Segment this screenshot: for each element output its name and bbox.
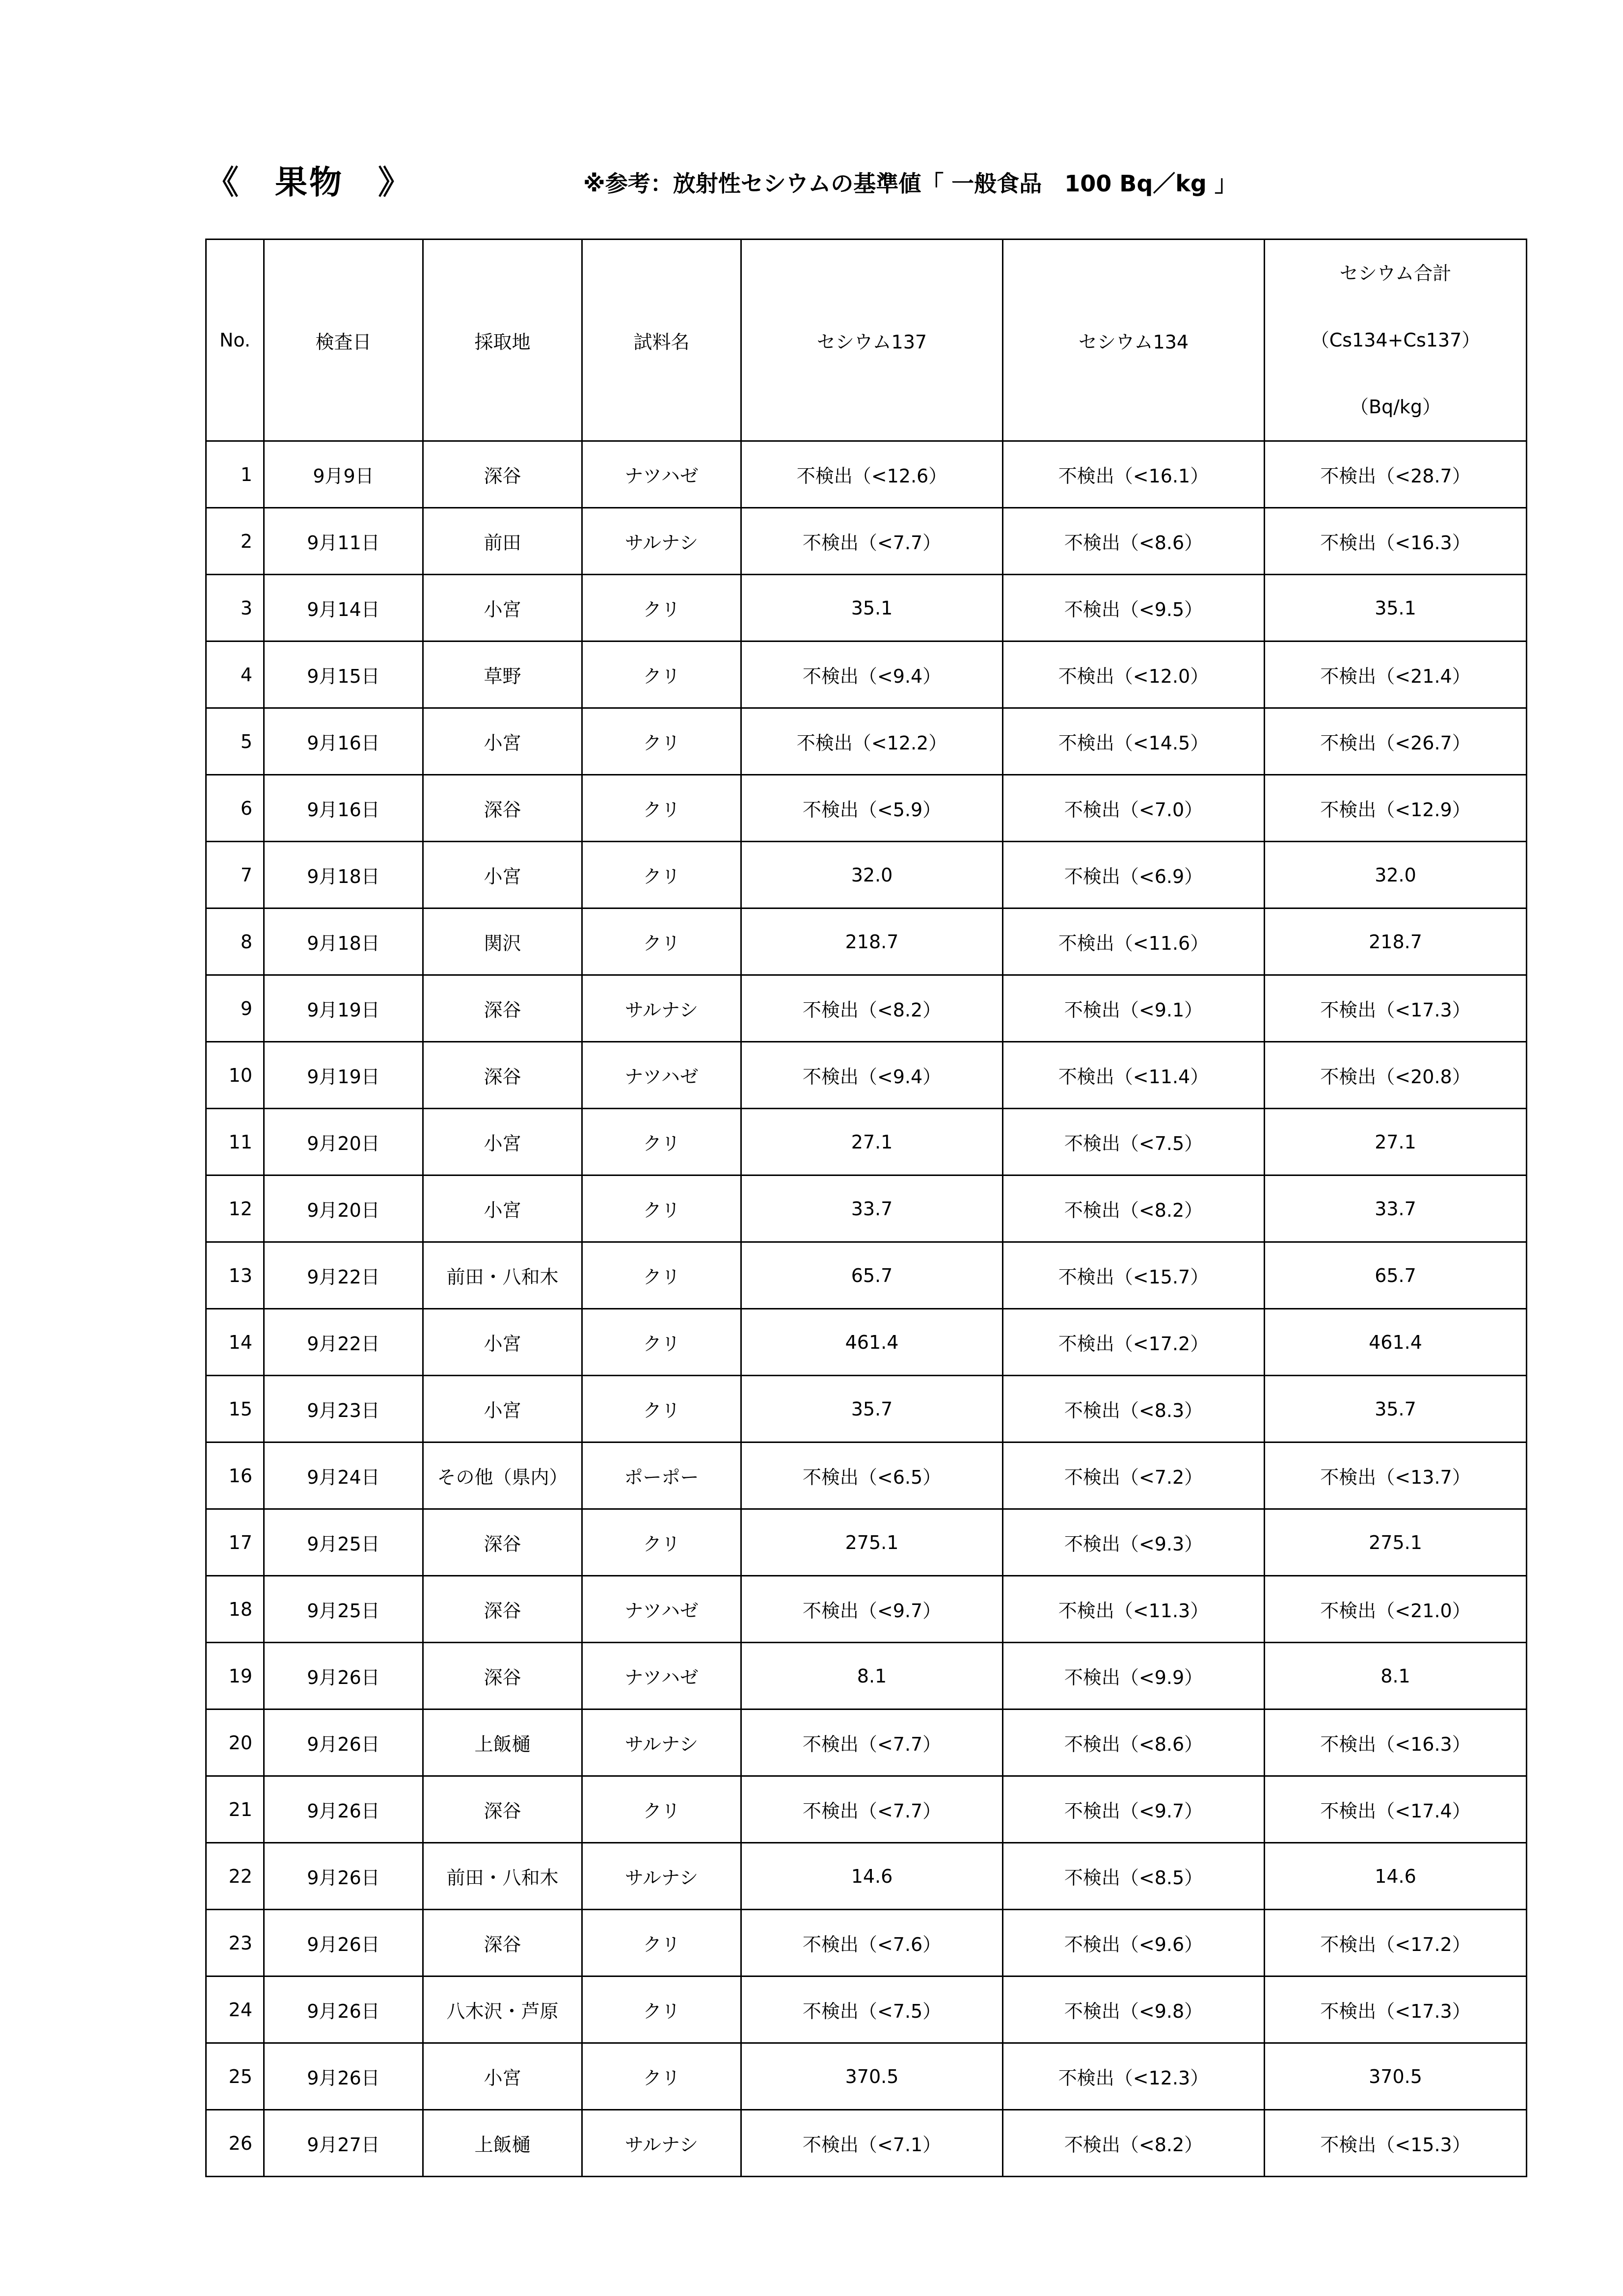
cell-place: 深谷 [423,775,582,842]
cell-cs137: 不検出（<7.7） [741,508,1003,575]
cell-total: 不検出（<28.7） [1265,441,1527,508]
cell-cs137: 不検出（<6.5） [741,1442,1003,1509]
cell-place: 前田・八和木 [423,1843,582,1910]
cell-total: 不検出（<17.3） [1265,1976,1527,2043]
cell-total: 275.1 [1265,1509,1527,1576]
cell-place: 深谷 [423,1576,582,1643]
cell-cs134: 不検出（<8.2） [1003,2110,1265,2177]
cell-place: 深谷 [423,1042,582,1109]
cell-total: 不検出（<26.7） [1265,708,1527,775]
cell-total: 33.7 [1265,1175,1527,1242]
table-row [206,1976,1527,2043]
table-row [206,1643,1527,1709]
cell-cs137: 370.5 [741,2043,1003,2110]
cell-no: 15 [206,1376,264,1442]
cell-sample: クリ [582,1509,741,1576]
cell-place: 八木沢・芦原 [423,1976,582,2043]
cell-no: 22 [206,1843,264,1910]
cell-sample: クリ [582,775,741,842]
cell-cs134: 不検出（<9.3） [1003,1509,1265,1576]
cell-cs137: 不検出（<12.2） [741,708,1003,775]
cell-no: 21 [206,1776,264,1843]
cell-total: 218.7 [1265,908,1527,975]
table-row [206,1843,1527,1910]
cell-cs137: 不検出（<7.6） [741,1910,1003,1976]
cell-cs134: 不検出（<14.5） [1003,708,1265,775]
cell-cs134: 不検出（<11.4） [1003,1042,1265,1109]
cell-cs137: 8.1 [741,1643,1003,1709]
cell-sample: クリ [582,908,741,975]
cell-no: 13 [206,1242,264,1309]
cell-cs134: 不検出（<8.6） [1003,1709,1265,1776]
table-row [206,2110,1527,2177]
table-body [206,441,1527,2177]
cell-cs137: 35.1 [741,575,1003,641]
table-row [206,1442,1527,1509]
cell-sample: ナツハゼ [582,1576,741,1643]
cell-place: 前田 [423,508,582,575]
cell-date: 9月16日 [264,708,423,775]
cell-total: 不検出（<13.7） [1265,1442,1527,1509]
cell-no: 7 [206,842,264,908]
cell-date: 9月18日 [264,842,423,908]
cell-no: 4 [206,641,264,708]
cell-place: 上飯樋 [423,2110,582,2177]
cell-cs137: 65.7 [741,1242,1003,1309]
table-row [206,1509,1527,1576]
cell-place: 小宮 [423,1309,582,1376]
cell-no: 18 [206,1576,264,1643]
cell-sample: クリ [582,575,741,641]
table-row [206,1309,1527,1376]
table-row [206,575,1527,641]
cell-cs134: 不検出（<12.3） [1003,2043,1265,2110]
cell-place: 小宮 [423,2043,582,2110]
cell-cs134: 不検出（<16.1） [1003,441,1265,508]
cell-cs134: 不検出（<15.7） [1003,1242,1265,1309]
cell-cs134: 不検出（<7.5） [1003,1109,1265,1175]
cell-cs134: 不検出（<7.0） [1003,775,1265,842]
table-row [206,975,1527,1042]
cell-cs137: 461.4 [741,1309,1003,1376]
cell-date: 9月14日 [264,575,423,641]
cell-total: 不検出（<21.0） [1265,1576,1527,1643]
cell-total: 不検出（<16.3） [1265,508,1527,575]
table-row [206,508,1527,575]
cell-place: その他（県内） [423,1442,582,1509]
cell-cs134: 不検出（<8.6） [1003,508,1265,575]
cell-sample: クリ [582,1309,741,1376]
cell-cs134: 不検出（<12.0） [1003,641,1265,708]
page-title: 《 果物 》 [206,163,412,201]
table-row [206,1776,1527,1843]
cell-date: 9月18日 [264,908,423,975]
cell-no: 9 [206,975,264,1042]
table-row [206,1709,1527,1776]
cell-date: 9月26日 [264,1643,423,1709]
table-row [206,908,1527,975]
cell-no: 11 [206,1109,264,1175]
table-row [206,441,1527,508]
cell-sample: クリ [582,842,741,908]
cell-sample: クリ [582,2043,741,2110]
cell-date: 9月22日 [264,1309,423,1376]
cell-date: 9月22日 [264,1242,423,1309]
cell-cs134: 不検出（<9.8） [1003,1976,1265,2043]
header-total-unit: （Bq/kg） [1350,396,1441,418]
cell-no: 16 [206,1442,264,1509]
cell-date: 9月26日 [264,1709,423,1776]
header-total-formula: （Cs134+Cs137） [1310,329,1481,351]
cell-cs134: 不検出（<9.9） [1003,1643,1265,1709]
cell-place: 小宮 [423,1109,582,1175]
cell-no: 5 [206,708,264,775]
header-total-label: セシウム合計 [1339,263,1452,284]
cell-cs137: 不検出（<9.4） [741,641,1003,708]
cell-place: 深谷 [423,1910,582,1976]
cell-sample: サルナシ [582,508,741,575]
cell-no: 20 [206,1709,264,1776]
cell-cs137: 不検出（<7.5） [741,1976,1003,2043]
header-place: 採取地 [423,240,582,441]
table-row [206,1175,1527,1242]
header-total [1265,240,1527,441]
cell-total: 32.0 [1265,842,1527,908]
cell-sample: クリ [582,641,741,708]
cell-cs134: 不検出（<8.5） [1003,1843,1265,1910]
cell-no: 12 [206,1175,264,1242]
cell-place: 小宮 [423,1175,582,1242]
cell-no: 6 [206,775,264,842]
header-sample: 試料名 [582,240,741,441]
cell-cs134: 不検出（<6.9） [1003,842,1265,908]
cell-date: 9月24日 [264,1442,423,1509]
cell-cs134: 不検出（<8.3） [1003,1376,1265,1442]
cell-total: 不検出（<12.9） [1265,775,1527,842]
cell-sample: クリ [582,1109,741,1175]
cell-cs137: 不検出（<7.1） [741,2110,1003,2177]
cell-date: 9月19日 [264,975,423,1042]
cell-no: 3 [206,575,264,641]
cell-sample: ポーポー [582,1442,741,1509]
cell-cs134: 不検出（<9.5） [1003,575,1265,641]
cell-total: 不検出（<21.4） [1265,641,1527,708]
cell-no: 26 [206,2110,264,2177]
cell-no: 25 [206,2043,264,2110]
table-row [206,1576,1527,1643]
cell-total: 不検出（<17.3） [1265,975,1527,1042]
header-no: No. [206,240,264,441]
cell-date: 9月26日 [264,2043,423,2110]
cell-cs134: 不検出（<11.3） [1003,1576,1265,1643]
cell-total: 27.1 [1265,1109,1527,1175]
cell-cs137: 14.6 [741,1843,1003,1910]
cell-no: 14 [206,1309,264,1376]
cell-sample: クリ [582,1910,741,1976]
cell-date: 9月11日 [264,508,423,575]
cell-cs137: 不検出（<12.6） [741,441,1003,508]
cell-sample: サルナシ [582,2110,741,2177]
cell-date: 9月27日 [264,2110,423,2177]
cell-cs134: 不検出（<17.2） [1003,1309,1265,1376]
cell-no: 8 [206,908,264,975]
cell-total: 370.5 [1265,2043,1527,2110]
cell-cs137: 不検出（<9.4） [741,1042,1003,1109]
cell-date: 9月9日 [264,441,423,508]
cell-sample: クリ [582,708,741,775]
cell-no: 10 [206,1042,264,1109]
cell-date: 9月26日 [264,1776,423,1843]
cell-no: 1 [206,441,264,508]
reference-note: ※参考：放射性セシウムの基準値「 一般食品 100 Bq／kg 」 [583,170,1237,197]
table-row [206,1242,1527,1309]
cell-sample: クリ [582,1175,741,1242]
cell-date: 9月16日 [264,775,423,842]
results-table [205,239,1527,2177]
cell-date: 9月25日 [264,1576,423,1643]
cell-cs137: 218.7 [741,908,1003,975]
cell-sample: クリ [582,1376,741,1442]
table-row [206,1910,1527,1976]
cell-sample: ナツハゼ [582,441,741,508]
cell-place: 上飯樋 [423,1709,582,1776]
cell-place: 小宮 [423,575,582,641]
cell-cs137: 不検出（<5.9） [741,775,1003,842]
cell-cs137: 不検出（<7.7） [741,1709,1003,1776]
cell-place: 深谷 [423,1776,582,1843]
table-row [206,1109,1527,1175]
cell-cs134: 不検出（<8.2） [1003,1175,1265,1242]
cell-total: 461.4 [1265,1309,1527,1376]
cell-no: 19 [206,1643,264,1709]
cell-sample: サルナシ [582,1843,741,1910]
cell-place: 小宮 [423,842,582,908]
cell-date: 9月23日 [264,1376,423,1442]
cell-cs137: 275.1 [741,1509,1003,1576]
cell-place: 小宮 [423,1376,582,1442]
table-row [206,842,1527,908]
cell-cs137: 不検出（<9.7） [741,1576,1003,1643]
cell-cs137: 不検出（<7.7） [741,1776,1003,1843]
cell-cs137: 35.7 [741,1376,1003,1442]
cell-total: 不検出（<17.2） [1265,1910,1527,1976]
cell-total: 35.7 [1265,1376,1527,1442]
cell-cs137: 33.7 [741,1175,1003,1242]
cell-place: 草野 [423,641,582,708]
cell-cs134: 不検出（<9.7） [1003,1776,1265,1843]
cell-no: 17 [206,1509,264,1576]
cell-total: 不検出（<16.3） [1265,1709,1527,1776]
cell-total: 不検出（<20.8） [1265,1042,1527,1109]
cell-total: 35.1 [1265,575,1527,641]
table-row [206,1376,1527,1442]
cell-place: 深谷 [423,1509,582,1576]
cell-cs134: 不検出（<11.6） [1003,908,1265,975]
cell-sample: クリ [582,1776,741,1843]
cell-place: 関沢 [423,908,582,975]
cell-cs134: 不検出（<7.2） [1003,1442,1265,1509]
cell-sample: サルナシ [582,1709,741,1776]
cell-total: 14.6 [1265,1843,1527,1910]
cell-date: 9月20日 [264,1175,423,1242]
cell-sample: クリ [582,1976,741,2043]
cell-cs137: 不検出（<8.2） [741,975,1003,1042]
header-date: 検査日 [264,240,423,441]
cell-cs134: 不検出（<9.1） [1003,975,1265,1042]
table-row [206,641,1527,708]
cell-sample: クリ [582,1242,741,1309]
cell-place: 前田・八和木 [423,1242,582,1309]
table-header-row [206,240,1527,441]
cell-sample: ナツハゼ [582,1643,741,1709]
cell-cs137: 32.0 [741,842,1003,908]
cell-place: 深谷 [423,1643,582,1709]
header-cs137: セシウム137 [741,240,1003,441]
cell-no: 2 [206,508,264,575]
cell-total: 不検出（<15.3） [1265,2110,1527,2177]
cell-no: 23 [206,1910,264,1976]
cell-date: 9月26日 [264,1910,423,1976]
cell-sample: ナツハゼ [582,1042,741,1109]
cell-date: 9月15日 [264,641,423,708]
cell-total: 65.7 [1265,1242,1527,1309]
table-row [206,708,1527,775]
table-row [206,775,1527,842]
cell-total: 8.1 [1265,1643,1527,1709]
cell-date: 9月19日 [264,1042,423,1109]
cell-no: 24 [206,1976,264,2043]
table-row [206,1042,1527,1109]
cell-cs134: 不検出（<9.6） [1003,1910,1265,1976]
cell-date: 9月26日 [264,1976,423,2043]
cell-place: 小宮 [423,708,582,775]
cell-sample: サルナシ [582,975,741,1042]
cell-place: 深谷 [423,975,582,1042]
cell-place: 深谷 [423,441,582,508]
cell-total: 不検出（<17.4） [1265,1776,1527,1843]
cell-date: 9月20日 [264,1109,423,1175]
cell-cs137: 27.1 [741,1109,1003,1175]
cell-date: 9月25日 [264,1509,423,1576]
cell-date: 9月26日 [264,1843,423,1910]
header-cs134: セシウム134 [1003,240,1265,441]
table-row [206,2043,1527,2110]
